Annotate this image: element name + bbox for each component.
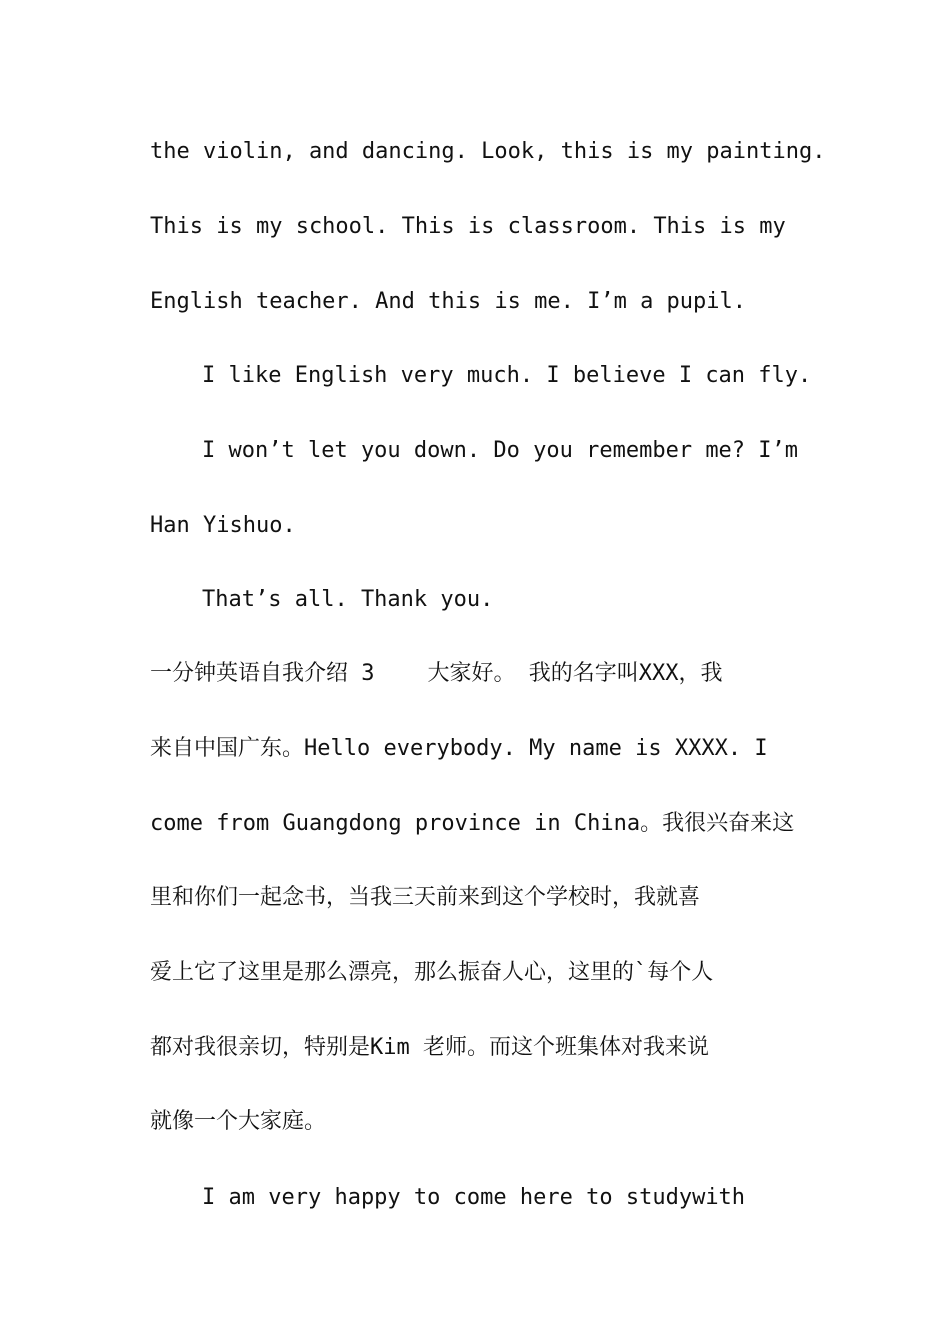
section-heading-line: 一分钟英语自我介绍 3 大家好。 我的名字叫XXX，我 <box>150 661 723 686</box>
text-line: This is my school. This is classroom. This is my <box>150 214 786 239</box>
text-line: come from Guangdong province in China。我很兴奋来这 <box>150 811 795 836</box>
text-line: 爱上它了这里是那么漂亮，那么振奋人心，这里的`每个人 <box>150 960 714 985</box>
text-line: 来自中国广东。Hello everybody. My name is XXXX. I <box>150 736 768 761</box>
text-line: Han Yishuo. <box>150 513 296 538</box>
text-line: 都对我很亲切，特别是Kim 老师。而这个班集体对我来说 <box>150 1035 709 1060</box>
text-line: English teacher. And this is me. I’m a pupil. <box>150 289 747 314</box>
paragraph-line: I am very happy to come here to studywith <box>202 1185 746 1210</box>
paragraph-line: I won’t let you down. Do you remember me? I’m <box>202 438 799 463</box>
text-line: 里和你们一起念书，当我三天前来到这个学校时，我就喜 <box>150 885 701 910</box>
paragraph-line: I like English very much. I believe I can fly. <box>202 363 812 388</box>
paragraph-line: That’s all. Thank you. <box>202 587 494 612</box>
text-line: the violin, and dancing. Look, this is my painting. <box>150 139 826 164</box>
text-line: 就像一个大家庭。 <box>150 1109 327 1134</box>
